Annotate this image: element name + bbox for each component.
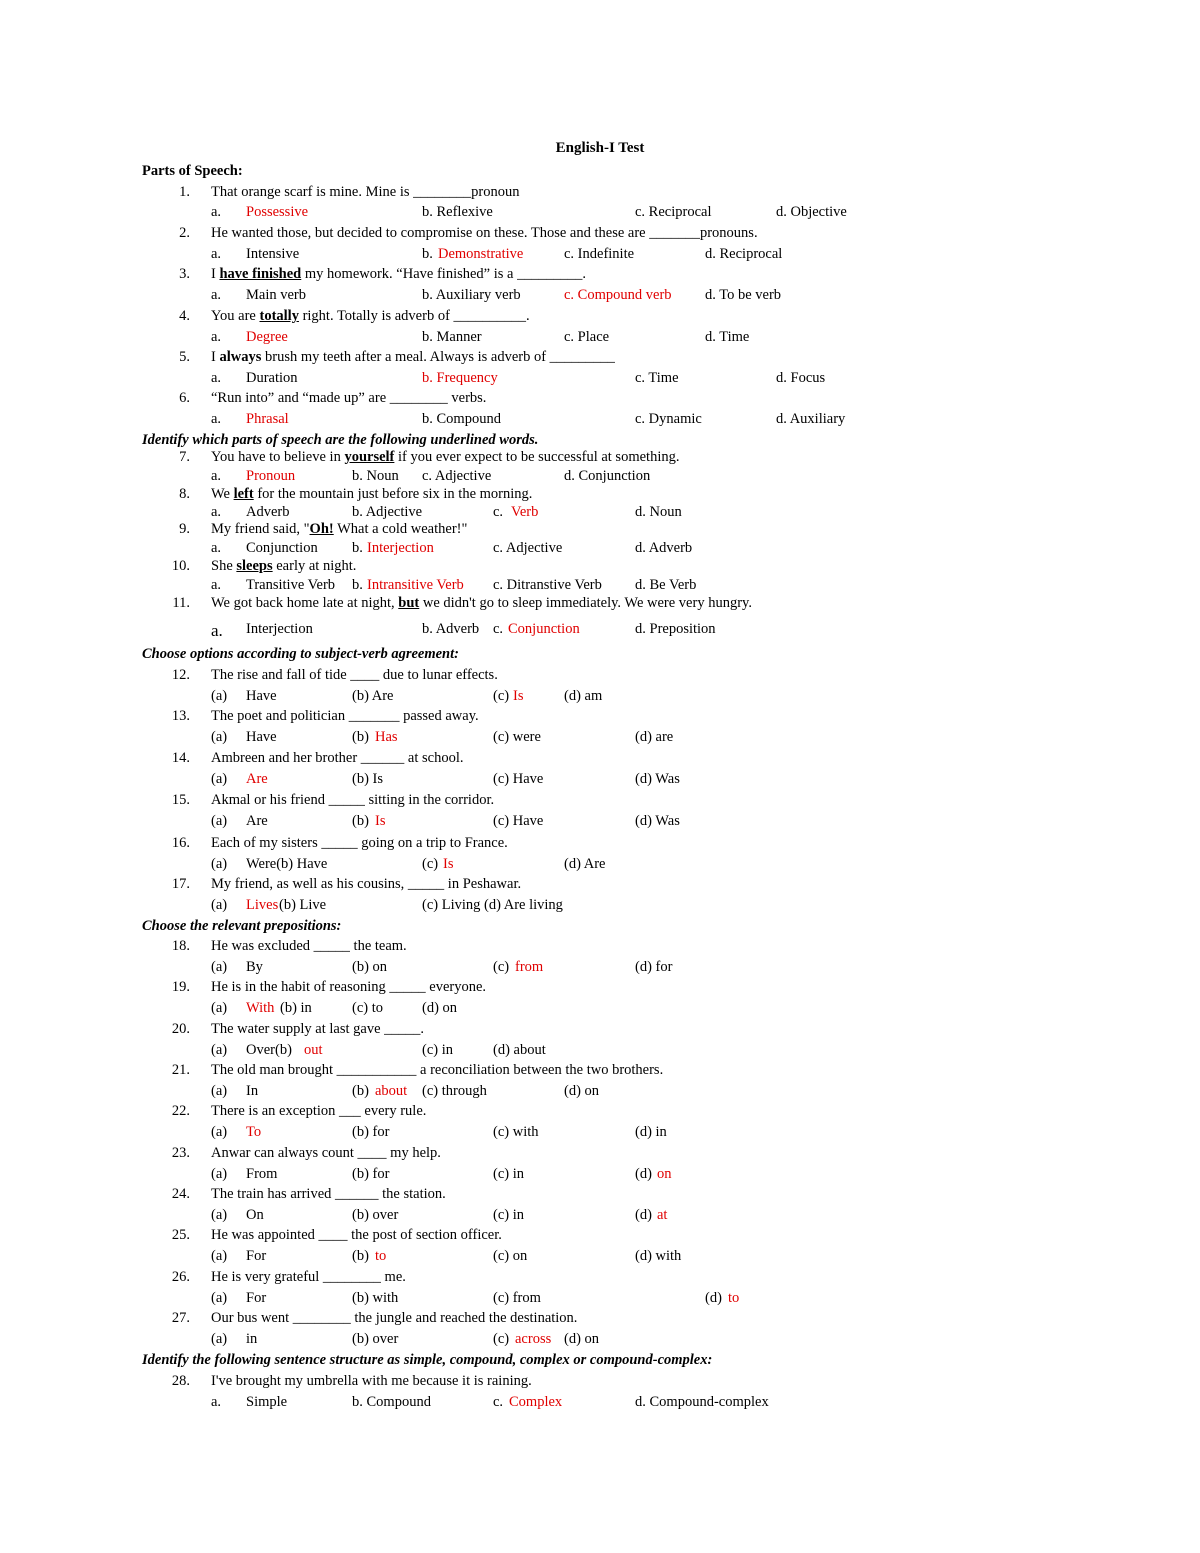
question-number: 2.: [179, 225, 190, 241]
answer-option: a.: [211, 468, 222, 484]
answer-option: On: [246, 1207, 264, 1223]
answer-option: For: [246, 1248, 267, 1264]
question-item: [0, 1269, 1200, 1289]
answer-option: b.: [352, 540, 363, 556]
answer-options: [0, 204, 1200, 224]
answer-option: (b) over: [352, 1331, 399, 1347]
underlined-word: totally: [259, 308, 299, 324]
answer-option: d. Adverb: [635, 540, 693, 556]
question-item: [0, 1310, 1200, 1330]
question-text: The poet and politician _______ passed away.: [211, 708, 479, 724]
answer-option: b. Auxiliary verb: [422, 287, 521, 303]
answer-option: d. To be verb: [705, 287, 782, 303]
question-number: 7.: [179, 449, 190, 465]
answer-option: (a): [211, 856, 228, 872]
question-number: 9.: [179, 521, 190, 537]
answer-option: c. Dynamic: [635, 411, 702, 427]
answer-option: (b): [352, 1083, 369, 1099]
answer-option: b.: [352, 577, 363, 593]
question-text: He is in the habit of reasoning _____ everyone.: [211, 979, 487, 995]
answer-option: a.: [211, 204, 222, 220]
answer-option: c. Ditranstive Verb: [493, 577, 602, 593]
correct-answer: to: [375, 1248, 387, 1264]
question-item: [0, 1062, 1200, 1082]
correct-answer: With: [246, 1000, 275, 1016]
answer-option: (c) on: [493, 1248, 528, 1264]
answer-option: (a): [211, 1248, 228, 1264]
answer-option: c.: [493, 504, 504, 520]
answer-options: [0, 856, 1200, 876]
question-text: He is very grateful ________ me.: [211, 1269, 406, 1285]
question-number: 13.: [171, 708, 190, 724]
answer-options: [0, 1042, 1200, 1062]
answer-option: (a): [211, 729, 228, 745]
question-item: [0, 750, 1200, 770]
answer-option: b.: [422, 246, 433, 262]
answer-option: Duration: [246, 370, 298, 386]
question-item: [0, 390, 1200, 410]
answer-options: [0, 729, 1200, 749]
question-text: Anwar can always count ____ my help.: [211, 1145, 441, 1161]
question-item: [0, 667, 1200, 687]
answer-option: Simple: [246, 1394, 288, 1410]
question-text: I always brush my teeth after a meal. Always is adverb of _________: [211, 349, 615, 365]
question-item: [0, 308, 1200, 328]
answer-option: (c): [493, 1331, 510, 1347]
answer-option: (d) for: [635, 959, 673, 975]
correct-answer: Pronoun: [246, 468, 296, 484]
answer-option: (b) in: [280, 1000, 312, 1016]
question-item: [0, 1373, 1200, 1393]
answer-option: (c) through: [422, 1083, 487, 1099]
question-text: The water supply at last gave _____.: [211, 1021, 425, 1037]
answer-option: (a): [211, 1042, 228, 1058]
correct-answer: Intransitive Verb: [367, 577, 464, 593]
question-number: 6.: [179, 390, 190, 406]
question-item: [0, 1103, 1200, 1123]
answer-option: (b) for: [352, 1124, 390, 1140]
answer-option: a.: [211, 246, 222, 262]
answer-option: (a): [211, 1331, 228, 1347]
correct-answer: Verb: [511, 504, 539, 520]
answer-option: b. Reflexive: [422, 204, 493, 220]
answer-options: [0, 329, 1200, 349]
section-heading: Choose options according to subject-verb agreement:: [142, 646, 459, 662]
correct-answer: out: [304, 1042, 323, 1058]
question-item: [0, 708, 1200, 728]
answer-option: (c) from: [493, 1290, 541, 1306]
underlined-word: yourself: [344, 449, 395, 465]
answer-option: Have: [246, 688, 277, 704]
section-heading: Identify which parts of speech are the following underlined words.: [142, 432, 539, 448]
answer-option: (b): [352, 813, 369, 829]
correct-answer: Complex: [509, 1394, 563, 1410]
answer-option: (c) Have: [493, 771, 544, 787]
answer-option: a.: [211, 1394, 222, 1410]
underlined-word: left: [233, 486, 254, 502]
question-number: 25.: [171, 1227, 190, 1243]
question-text: I have finished my homework. “Have finished” is a _________.: [211, 266, 586, 282]
answer-option: b. Adverb: [422, 621, 480, 637]
correct-answer: b. Frequency: [422, 370, 498, 386]
question-item: [0, 1186, 1200, 1206]
question-text: He was excluded _____ the team.: [211, 938, 407, 954]
answer-option: (b) Are: [352, 688, 394, 704]
answer-option: Adverb: [246, 504, 290, 520]
answer-option: (d) on: [422, 1000, 458, 1016]
answer-option: b. Compound: [422, 411, 501, 427]
question-number: 11.: [172, 595, 190, 611]
question-item: [0, 1227, 1200, 1247]
question-text: Akmal or his friend _____ sitting in the corridor.: [211, 792, 495, 808]
answer-option: In: [246, 1083, 259, 1099]
answer-option: a.: [211, 370, 222, 386]
answer-options: [0, 1124, 1200, 1144]
answer-option: Intensive: [246, 246, 300, 262]
underlined-word: sleeps: [236, 558, 273, 574]
answer-options: [0, 468, 1200, 488]
answer-option: (a): [211, 1000, 228, 1016]
section-heading: Parts of Speech:: [142, 163, 243, 179]
answer-option: (c) Living (d) Are living: [422, 897, 563, 913]
answer-option: d. Be Verb: [635, 577, 697, 593]
answer-option: a.: [211, 411, 222, 427]
correct-answer: Is: [513, 688, 524, 704]
answer-options: [0, 1000, 1200, 1020]
question-number: 22.: [171, 1103, 190, 1119]
answer-option: (c) with: [493, 1124, 539, 1140]
question-number: 4.: [179, 308, 190, 324]
question-number: 10.: [171, 558, 190, 574]
question-text: You are totally right. Totally is adverb of __________.: [211, 308, 530, 324]
correct-answer: across: [515, 1331, 552, 1347]
correct-answer: c. Compound verb: [564, 287, 672, 303]
section-heading: Choose the relevant prepositions:: [142, 918, 342, 934]
answer-options: [0, 1207, 1200, 1227]
answer-option: (b) on: [352, 959, 388, 975]
answer-option: (a): [211, 771, 228, 787]
answer-option: (d) Was: [635, 813, 680, 829]
correct-answer: Phrasal: [246, 411, 289, 427]
question-item: [0, 486, 1200, 506]
answer-option: d. Objective: [776, 204, 847, 220]
answer-option: d. Compound-complex: [635, 1394, 769, 1410]
correct-answer: Demonstrative: [438, 246, 524, 262]
correct-answer: Degree: [246, 329, 288, 345]
answer-options: [0, 959, 1200, 979]
question-item: [0, 521, 1200, 541]
answer-option: d. Focus: [776, 370, 826, 386]
answer-options: [0, 411, 1200, 431]
answer-options: [0, 1166, 1200, 1186]
answer-option: b. Compound: [352, 1394, 431, 1410]
answer-option: c. Time: [635, 370, 679, 386]
answer-option: b. Noun: [352, 468, 399, 484]
correct-answer: about: [375, 1083, 408, 1099]
answer-option: Have: [246, 729, 277, 745]
answer-option: (d): [635, 1166, 652, 1182]
question-text: Our bus went ________ the jungle and reached the destination.: [211, 1310, 578, 1326]
correct-answer: Is: [443, 856, 454, 872]
answer-option: d. Preposition: [635, 621, 716, 637]
question-number: 17.: [171, 876, 190, 892]
answer-options: [0, 540, 1200, 560]
answer-option: (c) in: [422, 1042, 453, 1058]
question-number: 16.: [171, 835, 190, 851]
answer-option: (a): [211, 1124, 228, 1140]
answer-option: (b) Live: [279, 897, 327, 913]
question-text: We left for the mountain just before six in the morning.: [211, 486, 533, 502]
answer-option: c. Indefinite: [564, 246, 635, 262]
answer-option: d. Auxiliary: [776, 411, 846, 427]
answer-option: d. Reciprocal: [705, 246, 783, 262]
answer-option: a.: [211, 540, 222, 556]
correct-answer: Conjunction: [508, 621, 580, 637]
bold-word: always: [219, 349, 262, 365]
correct-answer: on: [657, 1166, 672, 1182]
answer-option: (d) on: [564, 1331, 600, 1347]
answer-option: (a): [211, 897, 228, 913]
underlined-word: Oh!: [309, 521, 334, 537]
answer-option: (d) in: [635, 1124, 667, 1140]
answer-options: [0, 370, 1200, 390]
question-number: 18.: [171, 938, 190, 954]
correct-answer: To: [246, 1124, 262, 1140]
answer-options: [0, 897, 1200, 917]
answer-option: (a): [211, 1166, 228, 1182]
question-number: 28.: [171, 1373, 190, 1389]
answer-option: c.: [493, 1394, 504, 1410]
answer-option: (d): [705, 1290, 722, 1306]
page-title: English-I Test: [555, 140, 645, 156]
answer-option: (a): [211, 813, 228, 829]
answer-option: (c) Have: [493, 813, 544, 829]
question-text: That orange scarf is mine. Mine is ________pronoun: [211, 184, 520, 200]
answer-options: [0, 1394, 1200, 1414]
answer-option: (c): [493, 688, 510, 704]
answer-option: b. Adjective: [352, 504, 423, 520]
question-number: 12.: [171, 667, 190, 683]
question-item: [0, 449, 1200, 469]
answer-option: For: [246, 1290, 267, 1306]
answer-option: By: [246, 959, 263, 975]
question-number: 19.: [171, 979, 190, 995]
underlined-word: have finished: [219, 266, 302, 282]
answer-option: a.: [211, 621, 223, 640]
section-heading: Identify the following sentence structure as simple, compound, complex or compound-complex:: [142, 1352, 713, 1368]
question-number: 27.: [171, 1310, 190, 1326]
answer-option: (a): [211, 1083, 228, 1099]
answer-option: d. Time: [705, 329, 750, 345]
question-text: She sleeps early at night.: [211, 558, 357, 574]
correct-answer: from: [515, 959, 544, 975]
question-text: He wanted those, but decided to compromise on these. Those and these are _______pronouns.: [211, 225, 758, 241]
answer-options: [0, 621, 1200, 641]
question-number: 20.: [171, 1021, 190, 1037]
answer-option: (c): [422, 856, 439, 872]
answer-option: b. Manner: [422, 329, 482, 345]
question-text: My friend, as well as his cousins, _____ in Peshawar.: [211, 876, 522, 892]
question-item: [0, 558, 1200, 578]
question-text: The rise and fall of tide ____ due to lunar effects.: [211, 667, 498, 683]
answer-option: (a): [211, 1207, 228, 1223]
answer-option: a.: [211, 287, 222, 303]
correct-answer: Lives: [246, 897, 279, 913]
correct-answer: to: [728, 1290, 740, 1306]
answer-option: (a): [211, 1290, 228, 1306]
answer-option: a.: [211, 577, 222, 593]
underlined-word: but: [398, 595, 420, 611]
question-item: [0, 184, 1200, 204]
answer-option: (b) for: [352, 1166, 390, 1182]
question-text: “Run into” and “made up” are ________ verbs.: [211, 390, 487, 406]
answer-option: (a): [211, 688, 228, 704]
question-item: [0, 938, 1200, 958]
question-text: The old man brought ___________ a reconciliation between the two brothers.: [211, 1062, 664, 1078]
correct-answer: Interjection: [367, 540, 434, 556]
answer-option: (c) in: [493, 1207, 524, 1223]
answer-option: (d) Are: [564, 856, 606, 872]
answer-option: (c) in: [493, 1166, 524, 1182]
answer-options: [0, 577, 1200, 597]
answer-options: [0, 771, 1200, 791]
answer-options: [0, 1083, 1200, 1103]
answer-option: (d) with: [635, 1248, 682, 1264]
question-text: There is an exception ___ every rule.: [211, 1103, 427, 1119]
answer-options: [0, 1248, 1200, 1268]
answer-option: From: [246, 1166, 278, 1182]
answer-option: (d) about: [493, 1042, 546, 1058]
question-number: 8.: [179, 486, 190, 502]
answer-option: (b) Is: [352, 771, 384, 787]
answer-option: in: [246, 1331, 258, 1347]
answer-option: (d): [635, 1207, 652, 1223]
question-number: 23.: [171, 1145, 190, 1161]
answer-option: d. Noun: [635, 504, 682, 520]
answer-option: a.: [211, 504, 222, 520]
answer-option: (d) are: [635, 729, 674, 745]
answer-option: Over(b): [246, 1042, 292, 1058]
question-text: My friend said, "Oh! What a cold weather!": [211, 521, 468, 537]
question-number: 3.: [179, 266, 190, 282]
answer-option: (b) with: [352, 1290, 399, 1306]
question-item: [0, 979, 1200, 999]
question-text: He was appointed ____ the post of section officer.: [211, 1227, 502, 1243]
question-text: We got back home late at night, but we didn't go to sleep immediately. We were very hungry.: [211, 595, 752, 611]
question-text: Each of my sisters _____ going on a trip to France.: [211, 835, 508, 851]
answer-option: Were(b) Have: [246, 856, 328, 872]
answer-option: c. Reciprocal: [635, 204, 712, 220]
question-item: [0, 349, 1200, 369]
answer-option: c. Adjective: [422, 468, 492, 484]
question-text: You have to believe in yourself if you ever expect to be successful at something.: [211, 449, 680, 465]
answer-options: [0, 1331, 1200, 1351]
question-number: 5.: [179, 349, 190, 365]
question-item: [0, 876, 1200, 896]
answer-options: [0, 813, 1200, 833]
answer-option: (b): [352, 1248, 369, 1264]
question-text: Ambreen and her brother ______ at school.: [211, 750, 464, 766]
answer-option: d. Conjunction: [564, 468, 651, 484]
question-item: [0, 266, 1200, 286]
question-item: [0, 1021, 1200, 1041]
answer-option: (d) Was: [635, 771, 680, 787]
answer-option: (c): [493, 959, 510, 975]
answer-option: a.: [211, 329, 222, 345]
question-item: [0, 792, 1200, 812]
correct-answer: at: [657, 1207, 668, 1223]
answer-option: Conjunction: [246, 540, 318, 556]
answer-options: [0, 688, 1200, 708]
answer-option: Interjection: [246, 621, 313, 637]
answer-option: Transitive Verb: [246, 577, 336, 593]
question-number: 1.: [179, 184, 190, 200]
answer-option: c.: [493, 621, 504, 637]
correct-answer: Possessive: [246, 204, 309, 220]
answer-options: [0, 1290, 1200, 1310]
answer-option: (d) am: [564, 688, 603, 704]
answer-option: (c) to: [352, 1000, 383, 1016]
question-number: 15.: [171, 792, 190, 808]
answer-options: [0, 246, 1200, 266]
question-number: 24.: [171, 1186, 190, 1202]
correct-answer: Is: [375, 813, 386, 829]
question-number: 21.: [171, 1062, 190, 1078]
question-text: The train has arrived ______ the station.: [211, 1186, 446, 1202]
correct-answer: Has: [375, 729, 398, 745]
answer-options: [0, 287, 1200, 307]
answer-option: (b) over: [352, 1207, 399, 1223]
answer-option: c. Place: [564, 329, 610, 345]
question-number: 26.: [171, 1269, 190, 1285]
question-item: [0, 595, 1200, 615]
correct-answer: Are: [246, 771, 268, 787]
question-item: [0, 225, 1200, 245]
answer-option: Are: [246, 813, 268, 829]
question-item: [0, 1145, 1200, 1165]
answer-option: (b): [352, 729, 369, 745]
question-item: [0, 835, 1200, 855]
question-text: I've brought my umbrella with me because it is raining.: [211, 1373, 532, 1389]
answer-option: Main verb: [246, 287, 306, 303]
answer-option: (a): [211, 959, 228, 975]
answer-option: c. Adjective: [493, 540, 563, 556]
answer-option: (d) on: [564, 1083, 600, 1099]
answer-option: (c) were: [493, 729, 541, 745]
question-number: 14.: [171, 750, 190, 766]
